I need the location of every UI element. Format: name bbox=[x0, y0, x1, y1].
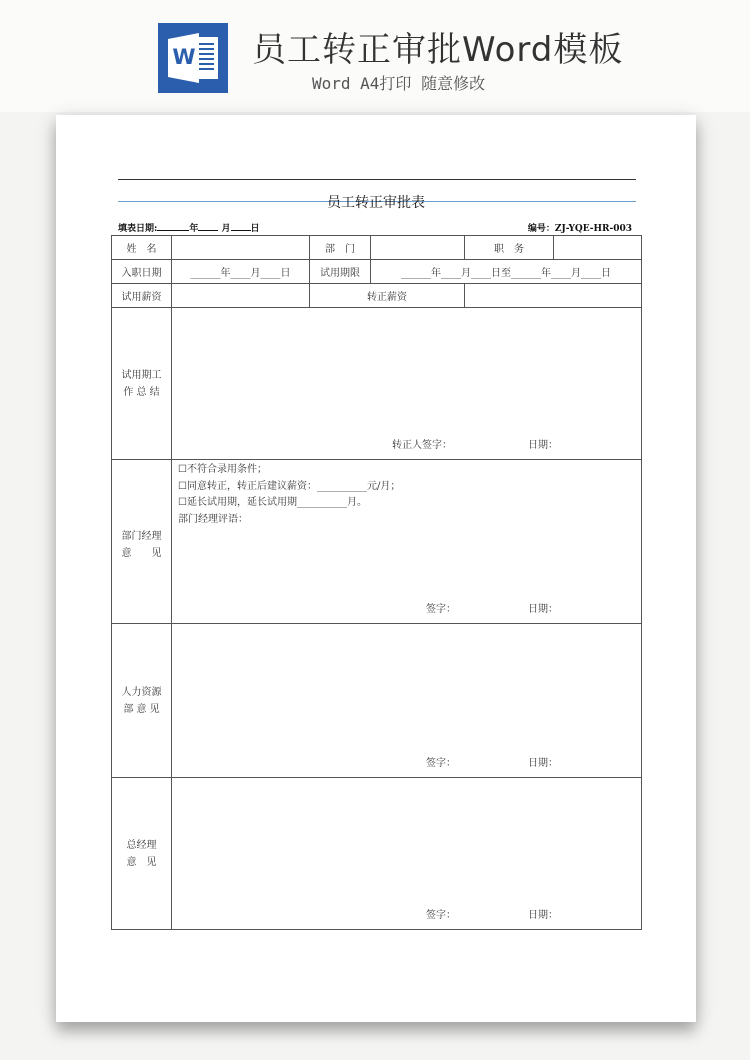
option-extend-probation[interactable]: ☐延长试用期，延长试用期__________月。 bbox=[178, 497, 367, 508]
hr-opinion-label: 人力资源 部 意 见 bbox=[112, 624, 172, 778]
position-field[interactable] bbox=[554, 236, 642, 260]
fill-date-year-blank[interactable] bbox=[157, 221, 189, 231]
hr-opinion-field[interactable] bbox=[172, 624, 642, 778]
join-date-label: 入职日期 bbox=[112, 260, 172, 284]
probation-salary-field[interactable] bbox=[172, 284, 310, 308]
gm-opinion-field[interactable] bbox=[172, 778, 642, 930]
banner-subtitle: Word A4打印 随意修改 bbox=[312, 74, 486, 93]
signature-label: 签字： bbox=[426, 910, 456, 921]
date-label: 日期： bbox=[528, 440, 558, 451]
signature-label: 签字： bbox=[426, 604, 456, 615]
fill-date-label: 填表日期: bbox=[118, 224, 158, 234]
manager-comment-label: 部门经理评语： bbox=[178, 513, 248, 525]
work-summary-label: 试用期工 作 总 结 bbox=[112, 308, 172, 460]
probation-label: 试用期限 bbox=[310, 260, 371, 284]
join-date-field[interactable]: ______年____月____日 bbox=[172, 260, 310, 284]
date-label: 日期： bbox=[528, 758, 558, 769]
dept-label: 部 门 bbox=[310, 236, 371, 260]
name-field[interactable] bbox=[172, 236, 310, 260]
word-icon bbox=[158, 23, 228, 93]
document-page bbox=[56, 115, 696, 1022]
meta-row: 填表日期: 年 月 日 编号：ZJ-YQE-HR-003 bbox=[118, 221, 632, 234]
signature-label: 签字： bbox=[426, 758, 456, 769]
probation-salary-label: 试用薪资 bbox=[112, 284, 172, 308]
word-letter: W bbox=[172, 45, 196, 69]
option-approve-regular[interactable]: ☐同意转正，转正后建议薪资：__________元/月； bbox=[178, 480, 401, 492]
fill-date-month-blank[interactable] bbox=[198, 221, 218, 231]
document-code: 编号：ZJ-YQE-HR-003 bbox=[527, 224, 632, 234]
work-summary-field[interactable] bbox=[172, 308, 642, 460]
regular-salary-label: 转正薪资 bbox=[310, 284, 465, 308]
date-label: 日期： bbox=[528, 910, 558, 921]
dept-manager-label: 部门经理 意 见 bbox=[112, 460, 172, 624]
option-not-qualified[interactable]: ☐不符合录用条件； bbox=[178, 464, 267, 475]
banner bbox=[0, 0, 750, 112]
fill-date-day-blank[interactable] bbox=[231, 221, 251, 231]
regular-salary-field[interactable] bbox=[465, 284, 642, 308]
position-label: 职 务 bbox=[465, 236, 554, 260]
header-rule bbox=[118, 179, 636, 180]
document-title: 员工转正审批表 bbox=[327, 195, 425, 211]
approval-form-table bbox=[111, 235, 642, 930]
signer-signature-label: 转正人签字： bbox=[392, 440, 452, 451]
dept-manager-opinion-field[interactable] bbox=[172, 460, 642, 624]
name-label: 姓 名 bbox=[112, 236, 172, 260]
date-label: 日期： bbox=[528, 604, 558, 615]
dept-field[interactable] bbox=[371, 236, 465, 260]
banner-title: 员工转正审批Word模板 bbox=[252, 30, 624, 70]
dept-manager-options bbox=[178, 462, 400, 528]
probation-field[interactable]: ______年____月____日至______年____月____日 bbox=[371, 260, 642, 284]
gm-opinion-label: 总经理 意 见 bbox=[112, 778, 172, 930]
